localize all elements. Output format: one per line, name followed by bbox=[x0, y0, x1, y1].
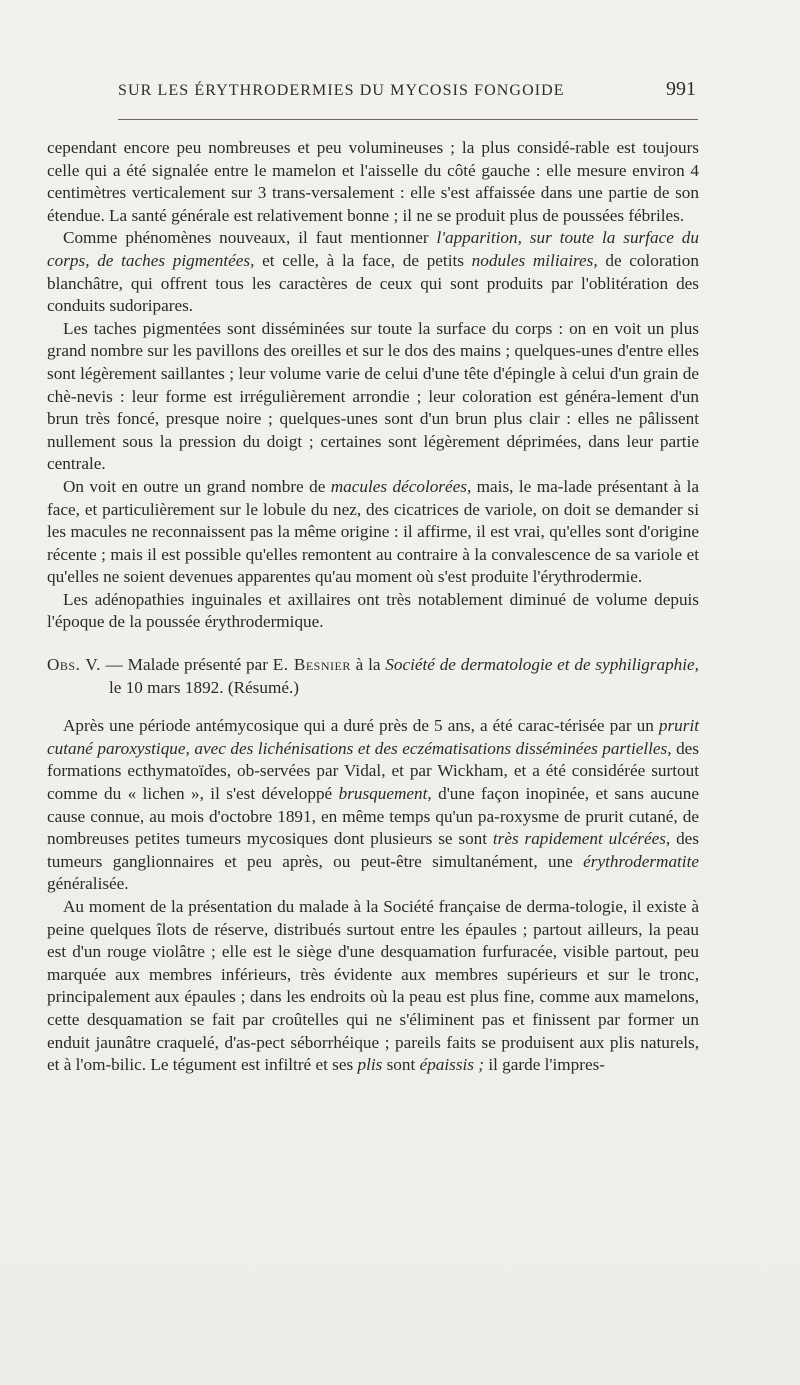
text-run: Malade présenté par bbox=[127, 655, 273, 675]
text-run: mais, le ma-lade présentant à la face, et particulièrement sur le lobule du nez, des cicatrices de variole, on doit se demander si les macules ne reconnaissent pas la même origine : il affirme, il est vrai, qu'elles sont d'origine récente ; mais il est possible qu'elles remontent au contraire à la convalescence de sa variole et qu'elles ne soient devenues apparentes qu'au moment où s'est produite l'érythrodermie. bbox=[47, 476, 699, 587]
text-run: cependant encore peu nombreuses et peu volumineuses ; la plus considé-rable est toujours celle qui a été signalée entre le mamelon et l'aisselle du côté gauche : elle mesure environ 4 centimètres verticalement sur 3 trans-versalement : elle s'est affaissée dans une partie de son étendue. La santé générale est relativement bonne ; il ne se produit plus de poussées fébriles. bbox=[47, 138, 699, 225]
header-rule bbox=[118, 119, 698, 120]
observation-heading bbox=[47, 654, 699, 699]
italic-text: très rapidement ulcérées, bbox=[492, 829, 671, 849]
text-run: sont bbox=[382, 1055, 420, 1075]
text-run: Au moment de la présentation du malade à la Société française de derma-tologie, il existe à peine quelques îlots de réserve, distribués surtout entre les épaules ; partout ailleurs, la peau est d'un rouge violâtre ; elle est le siège d'une desquamation furfuracée, visible partout, peu marquée aux membres inférieurs, très évidente aux membres supérieurs et sur le tronc, principalement aux épaules ; dans les endroits où la peau est plus fine, comme aux mamelons, cette desquamation se fait par croûtelles qui ne s'éliminent pas et finissent par former un enduit jaunâtre craquelé, d'as-pect séborrhéique ; pareils faits se produisent aux plis naturels, et à l'om-bilic. Le tégument est infiltré et ses bbox=[47, 897, 699, 1075]
text-run: On voit en outre un grand nombre de bbox=[63, 476, 331, 496]
paragraph bbox=[47, 137, 699, 227]
smallcaps-text: E. Besnier bbox=[272, 655, 351, 675]
observation-dash: — bbox=[100, 655, 128, 675]
paragraph bbox=[47, 227, 699, 317]
text-run: Les adénopathies inguinales et axillaires ont très notablement diminué de volume depuis l'époque de la poussée érythrodermique. bbox=[47, 589, 699, 632]
running-title: SUR LES ÉRYTHRODERMIES DU MYCOSIS FONGOIDE bbox=[118, 82, 565, 99]
observation-text bbox=[109, 655, 699, 697]
italic-text: érythrodermatite bbox=[583, 851, 699, 871]
text-run: le 10 mars 1892. (Résumé.) bbox=[109, 677, 299, 697]
italic-text: prurit cutané paroxystique, avec des lichénisations et des eczématisations disséminées partielles, bbox=[47, 716, 699, 758]
text-run: Comme phénomènes nouveaux, il faut mentionner bbox=[63, 228, 437, 248]
text-run: d'une façon inopinée, et sans aucune cause connue, au mois d'octobre 1891, en même temps qu'un pa-roxysme de prurit cutané, de nombreuses petites tumeurs mycosiques dont plusieurs se sont bbox=[47, 784, 699, 849]
text-run: généralisée. bbox=[47, 874, 129, 894]
running-header bbox=[118, 78, 696, 106]
text-run: Les taches pigmentées sont disséminées sur toute la surface du corps : on en voit un plus grand nombre sur les pavillons des oreilles et sur le dos des mains ; quelques-unes d'entre elles sont légèrement saillantes ; leur volume varie de celui d'une tête d'épingle à celui d'un grain de chè-nevis : leur forme est irrégulièrement arrondie ; leur coloration est généra-lement d'un brun très foncé, presque noire ; quelques-unes sont d'un brun plus clair : elles ne pâlissent nullement sous la pression du doigt ; certaines sont légèrement déprimées, dans leur partie centrale. bbox=[47, 318, 699, 474]
paragraph bbox=[47, 589, 699, 634]
observation-label: Obs. V. bbox=[47, 655, 101, 675]
text-run: de coloration blanchâtre, qui offrent tous les caractères de ceux qui sont produits par l'oblitération des conduits sudoripares. bbox=[47, 250, 699, 316]
paragraph bbox=[47, 318, 699, 476]
text-run: Après une période antémycosique qui a duré près de 5 ans, a été carac-térisée par un bbox=[63, 716, 659, 736]
text-run: il garde l'impres- bbox=[484, 1055, 605, 1075]
text-run: des tumeurs ganglionnaires et peu après, ou peut-être simultanément, une bbox=[47, 829, 699, 871]
text-run: à la bbox=[350, 655, 386, 675]
italic-text: l'apparition, sur toute la surface du corps, de taches pigmentées, bbox=[47, 228, 699, 270]
italic-text: épaissis ; bbox=[419, 1055, 485, 1075]
italic-text: plis bbox=[357, 1055, 383, 1075]
page-body bbox=[47, 137, 699, 1077]
page-number: 991 bbox=[666, 78, 696, 100]
paragraph bbox=[47, 476, 699, 589]
italic-text: nodules miliaires, bbox=[471, 250, 598, 270]
text-run: et celle, à la face, de petits bbox=[254, 250, 472, 270]
italic-text: Société de dermatologie et de syphiligraphie, bbox=[385, 655, 699, 675]
paragraph bbox=[47, 715, 699, 896]
text-run: des formations ecthymatoïdes, ob-servées par Vidal, et par Wickham, et a été considérée surtout comme du « lichen », il s'est développé bbox=[47, 738, 699, 804]
italic-text: brusquement, bbox=[338, 784, 432, 804]
italic-text: macules décolorées, bbox=[330, 476, 472, 496]
paragraph bbox=[47, 896, 699, 1077]
